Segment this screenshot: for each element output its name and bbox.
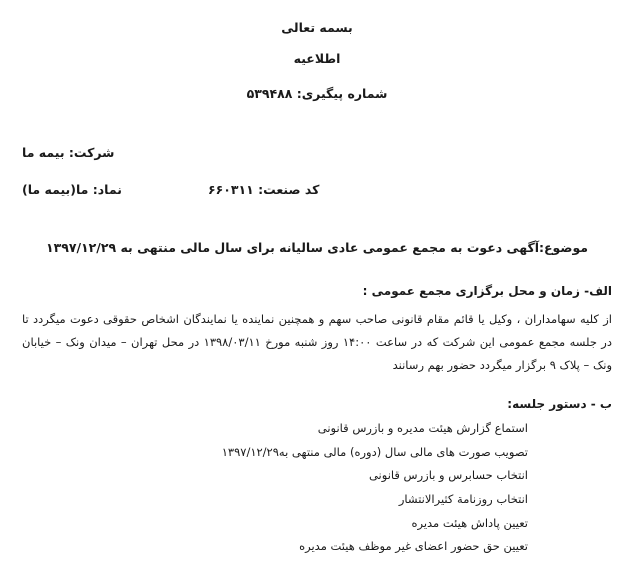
company-row: [22, 145, 612, 160]
spacer: [22, 101, 612, 145]
list-item: انتخاب روزنامة کثیرالانتشار: [398, 491, 528, 506]
industry-code-value: ۶۶۰۳۱۱: [207, 182, 254, 197]
list-item: تعیین حق حضور اعضای غیر موظف هیئت مدیره: [299, 539, 528, 554]
list-item: تصویب صورت های مالی سال (دوره) مالی منتهی به۱۳۹۷/۱۲/۲۹: [221, 444, 528, 459]
section-a-body: از کلیه سهامداران ، وکیل یا قائم مقام قانونی صاحب سهم و همچنین نماینده یا نمایندگان اشخاص حقوقی دعوت میگردد تا در جلسه مجمع عمومی این شرکت که در ساعت ۱۴:۰۰ روز شنبه مورخ ۱۳۹۸/۰۳/۱۱ در محل تهران – میدان ونک – خیابان ونک – پلاک ۹ برگزار میگردد حضور بهم رسانند: [22, 312, 612, 373]
company-label: شرکت:: [68, 145, 115, 160]
industry-code-group: [208, 182, 319, 197]
subject-line: موضوع:آگهی دعوت به مجمع عمومی عادی سالیانه برای سال مالی منتهی به ۱۳۹۷/۱۲/۲۹: [45, 240, 589, 255]
list-item: استماع گزارش هیئت مدیره و بازرس قانونی: [317, 421, 528, 436]
symbol-group: [22, 182, 122, 197]
industry-code-label: کد صنعت:: [258, 182, 320, 197]
symbol-value: ما(بیمه ما): [22, 182, 89, 197]
section-b-heading: ب - دستور جلسه:: [507, 397, 612, 412]
list-item: تعیین پاداش هیئت مدیره: [411, 515, 528, 530]
agenda-list: [22, 417, 612, 558]
list-item: انتخاب حسابرس و بازرس قانونی: [368, 468, 528, 483]
tracking-value: ۵۳۹۴۸۸: [246, 86, 293, 101]
tracking-number-row: [22, 86, 612, 101]
company-value: بیمه ما: [22, 145, 65, 160]
tracking-label: شماره پیگیری:: [296, 86, 388, 101]
notice-title: اطلاعیه: [293, 51, 341, 66]
section-a-heading: الف- زمان و محل برگزاری مجمع عمومی :: [362, 284, 612, 299]
symbol-label: نماد:: [92, 182, 122, 197]
symbol-row: [22, 182, 612, 197]
bismillah-heading: بسمه تعالی: [281, 20, 353, 35]
